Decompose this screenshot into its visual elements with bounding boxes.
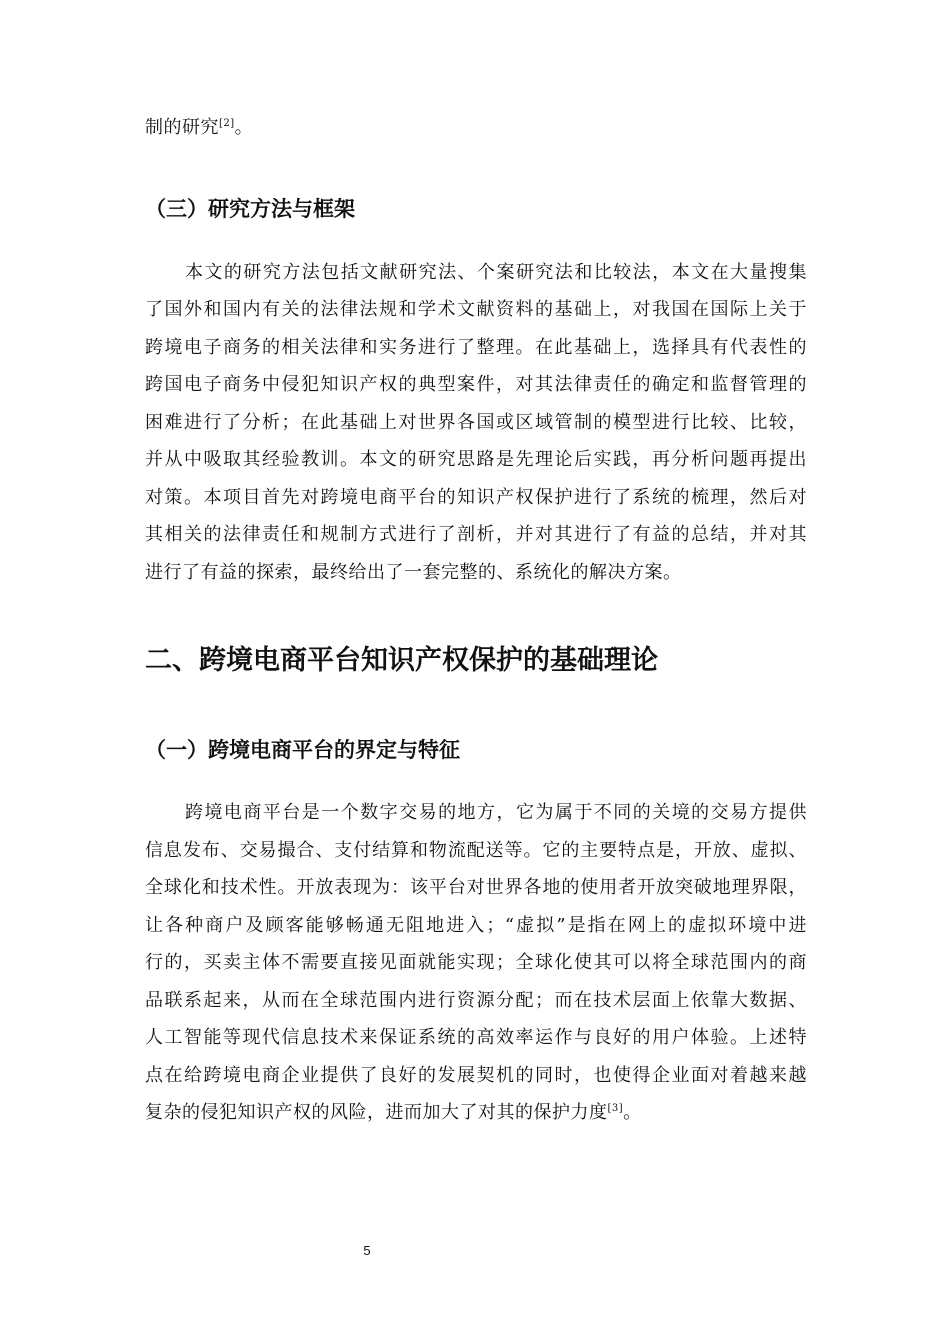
section-3-line-1: 本文的研究方法包括文献研究法、个案研究法和比较法，本文在大量搜集 xyxy=(185,262,807,283)
intro-text: 制的研究 xyxy=(145,117,219,138)
section-3-line-6: 并从中吸取其经验教训。本文的研究思路是先理论后实践，再分析问题再提出 xyxy=(145,449,807,470)
section-1-line-7: 人工智能等现代信息技术来保证系统的高效率运作与良好的用户体验。上述特 xyxy=(145,1027,807,1048)
intro-line-1 xyxy=(145,115,807,141)
intro-end: 。 xyxy=(234,117,254,138)
section-1-line-6: 品联系起来，从而在全球范围内进行资源分配；而在技术层面上依靠大数据、 xyxy=(145,990,807,1011)
section-1-line-1: 跨境电商平台是一个数字交易的地方，它为属于不同的关境的交易方提供 xyxy=(185,802,807,823)
section-3-line-4: 跨国电子商务中侵犯知识产权的典型案件，对其法律责任的确定和监督管理的 xyxy=(145,374,807,395)
citation-3: [3] xyxy=(607,1103,624,1114)
section-3-line-8: 其相关的法律责任和规制方式进行了剖析，并对其进行了有益的总结，并对其 xyxy=(145,524,807,545)
section-1-last-text: 复杂的侵犯知识产权的风险，进而加大了对其的保护力度 xyxy=(145,1102,608,1123)
section-1-line-9 xyxy=(145,1100,807,1126)
section-1-line-5: 行的，买卖主体不需要直接见面就能实现；全球化使其可以将全球范围内的商 xyxy=(145,952,807,973)
section-1-line-4: 让各种商户及顾客能够畅通无阻地进入；“虚拟”是指在网上的虚拟环境中进 xyxy=(145,915,807,936)
section-3-line-9: 进行了有益的探索，最终给出了一套完整的、系统化的解决方案。 xyxy=(145,562,682,583)
section-3-line-5: 困难进行了分析；在此基础上对世界各国或区域管制的模型进行比较、比较， xyxy=(145,412,807,433)
section-3-line-7: 对策。本项目首先对跨境电商平台的知识产权保护进行了系统的梳理，然后对 xyxy=(145,487,807,508)
chapter-2-heading: 二、跨境电商平台知识产权保护的基础理论 xyxy=(145,645,658,676)
section-1-last-end: 。 xyxy=(623,1102,642,1123)
section-1-line-8: 点在给跨境电商企业提供了良好的发展契机的同时，也使得企业面对着越来越 xyxy=(145,1065,807,1086)
citation-2: [2] xyxy=(219,118,235,129)
section-1-heading: （一）跨境电商平台的界定与特征 xyxy=(145,738,460,762)
section-3-line-2: 了国外和国内有关的法律法规和学术文献资料的基础上，对我国在国际上关于 xyxy=(145,299,807,320)
section-3-line-3: 跨境电子商务的相关法律和实务进行了整理。在此基础上，选择具有代表性的 xyxy=(145,337,807,358)
section-1-line-2: 信息发布、交易撮合、支付结算和物流配送等。它的主要特点是，开放、虚拟、 xyxy=(145,840,807,861)
section-1-line-3: 全球化和技术性。开放表现为：该平台对世界各地的使用者开放突破地理界限， xyxy=(145,877,807,898)
page-number: 5 xyxy=(363,1243,371,1258)
section-3-heading: （三）研究方法与框架 xyxy=(145,197,355,221)
